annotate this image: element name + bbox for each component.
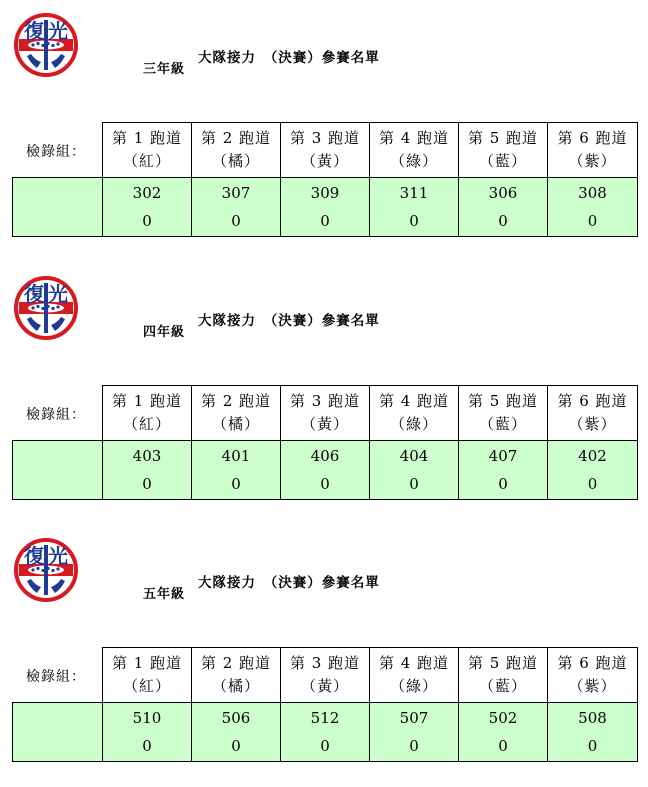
- header-blank-cell: [13, 123, 103, 178]
- score-value: 0: [498, 475, 508, 493]
- svg-text:光: 光: [48, 19, 68, 43]
- lane-entry-cell: [548, 441, 638, 500]
- grade-label: 四年級: [143, 325, 186, 340]
- score-value: 0: [587, 212, 598, 230]
- lane-color: （藍）: [478, 415, 527, 433]
- lane-header-row: [13, 648, 638, 703]
- team-number: 507: [399, 709, 429, 727]
- team-number: 308: [578, 184, 607, 202]
- lane-entry-cell: [548, 703, 638, 762]
- score-value: 0: [231, 212, 241, 230]
- lane-color: （紅）: [122, 415, 171, 433]
- team-number: 502: [488, 709, 518, 727]
- lane-entry-cell: [103, 178, 192, 237]
- lane-color: （紅）: [122, 152, 171, 170]
- grade-label: 三年級: [143, 62, 186, 77]
- team-number: 406: [310, 447, 340, 465]
- score-value: 0: [320, 475, 330, 493]
- svg-text:光: 光: [48, 544, 68, 568]
- page-title: 大隊接力 （決賽）參賽名單: [198, 575, 380, 591]
- score-value: 0: [142, 475, 152, 493]
- entry-blank-cell: [13, 441, 103, 500]
- section-grade-3: [0, 0, 648, 262]
- team-number: 401: [221, 447, 251, 465]
- lane-entry-cell: [370, 178, 459, 237]
- lane-color: （黃）: [300, 152, 349, 170]
- team-number: 512: [310, 709, 340, 727]
- svg-text:復: 復: [24, 282, 44, 306]
- lane-color: （紫）: [568, 677, 617, 695]
- lane-color: （橘）: [211, 152, 260, 170]
- lane-entry-cell: [370, 703, 459, 762]
- lane-color: （黃）: [300, 677, 349, 695]
- score-value: 0: [231, 475, 241, 493]
- lane-name: 第 5 跑道: [467, 129, 539, 147]
- team-number: 403: [132, 447, 162, 465]
- lane-name: 第 2 跑道: [200, 654, 272, 672]
- lane-name: 第 3 跑道: [289, 129, 361, 147]
- lane-name: 第 3 跑道: [289, 392, 361, 410]
- check-in-label: 檢錄組：: [26, 407, 86, 423]
- lane-entry-cell: [281, 703, 370, 762]
- lane-entry-cell: [548, 178, 638, 237]
- lane-name: 第 2 跑道: [200, 129, 272, 147]
- team-number: 407: [488, 447, 518, 465]
- lane-color: （綠）: [389, 152, 438, 170]
- lane-table: [12, 122, 638, 237]
- score-value: 0: [409, 737, 419, 755]
- score-value: 0: [320, 212, 330, 230]
- lane-color: （綠）: [389, 677, 438, 695]
- lane-name: 第 1 跑道: [111, 129, 183, 147]
- lane-entry-cell: [370, 441, 459, 500]
- lane-name: 第 6 跑道: [557, 392, 628, 410]
- lane-name: 第 2 跑道: [200, 392, 272, 410]
- lane-entry-cell: [281, 178, 370, 237]
- lane-color: （藍）: [478, 677, 527, 695]
- header-blank-cell: [13, 386, 103, 441]
- lane-name: 第 4 跑道: [378, 392, 450, 410]
- svg-text:光: 光: [48, 282, 68, 306]
- page-title: 大隊接力 （決賽）參賽名單: [198, 50, 380, 66]
- lane-name: 第 5 跑道: [467, 392, 539, 410]
- team-number: 302: [132, 184, 162, 202]
- lane-entry-cell: [281, 441, 370, 500]
- score-value: 0: [142, 212, 152, 230]
- lane-header-cell: [281, 648, 370, 703]
- header-blank-cell: [13, 648, 103, 703]
- lane-entry-cell: [459, 703, 548, 762]
- page-title: 大隊接力 （決賽）參賽名單: [198, 313, 380, 329]
- score-value: 0: [231, 737, 241, 755]
- section-grade-5: [0, 525, 648, 787]
- lane-header-row: [13, 386, 638, 441]
- score-value: 0: [498, 212, 508, 230]
- lane-name: 第 1 跑道: [111, 654, 183, 672]
- lane-entry-row: [13, 178, 638, 237]
- score-value: 0: [587, 737, 598, 755]
- lane-color: （紅）: [122, 677, 171, 695]
- section-grade-4: [0, 263, 648, 525]
- lane-header-cell: [548, 648, 638, 703]
- entry-blank-cell: [13, 703, 103, 762]
- team-number: 311: [399, 184, 429, 202]
- lane-color: （黃）: [300, 415, 349, 433]
- team-number: 510: [132, 709, 162, 727]
- lane-name: 第 4 跑道: [378, 654, 450, 672]
- grade-label: 五年級: [143, 587, 186, 602]
- lane-entry-cell: [103, 703, 192, 762]
- lane-table: [12, 385, 638, 500]
- lane-entry-cell: [459, 441, 548, 500]
- lane-table: [12, 647, 638, 762]
- lane-color: （綠）: [389, 415, 438, 433]
- lane-entry-cell: [192, 441, 281, 500]
- lane-header-cell: [103, 386, 192, 441]
- team-number: 404: [399, 447, 429, 465]
- lane-header-cell: [548, 123, 638, 178]
- team-number: 506: [221, 709, 251, 727]
- lane-entry-row: [13, 703, 638, 762]
- lane-header-cell: [370, 386, 459, 441]
- score-value: 0: [320, 737, 330, 755]
- team-number: 402: [578, 447, 607, 465]
- lane-header-cell: [103, 648, 192, 703]
- lane-entry-cell: [459, 178, 548, 237]
- lane-header-cell: [459, 386, 548, 441]
- lane-entry-cell: [192, 703, 281, 762]
- lane-header-cell: [459, 123, 548, 178]
- lane-color: （紫）: [568, 415, 617, 433]
- lane-name: 第 3 跑道: [289, 654, 361, 672]
- svg-text:復: 復: [24, 19, 44, 43]
- lane-header-cell: [103, 123, 192, 178]
- school-logo-icon: [13, 275, 79, 341]
- score-value: 0: [409, 475, 419, 493]
- team-number: 309: [310, 184, 340, 202]
- lane-header-cell: [281, 123, 370, 178]
- check-in-label: 檢錄組：: [26, 144, 86, 160]
- lane-name: 第 6 跑道: [557, 129, 628, 147]
- school-logo-icon: [13, 537, 79, 603]
- lane-entry-cell: [103, 441, 192, 500]
- lane-header-cell: [370, 648, 459, 703]
- lane-color: （紫）: [568, 152, 617, 170]
- school-logo-icon: [13, 12, 79, 78]
- lane-header-cell: [192, 386, 281, 441]
- lane-header-cell: [281, 386, 370, 441]
- lane-header-row: [13, 123, 638, 178]
- lane-entry-row: [13, 441, 638, 500]
- svg-text:復: 復: [24, 544, 44, 568]
- lane-name: 第 1 跑道: [111, 392, 183, 410]
- lane-color: （橘）: [211, 677, 260, 695]
- lane-color: （橘）: [211, 415, 260, 433]
- lane-header-cell: [192, 648, 281, 703]
- lane-color: （藍）: [478, 152, 527, 170]
- lane-name: 第 5 跑道: [467, 654, 539, 672]
- lane-header-cell: [548, 386, 638, 441]
- lane-name: 第 4 跑道: [378, 129, 450, 147]
- check-in-label: 檢錄組：: [26, 669, 86, 685]
- score-value: 0: [498, 737, 508, 755]
- lane-header-cell: [192, 123, 281, 178]
- score-value: 0: [587, 475, 598, 493]
- entry-blank-cell: [13, 178, 103, 237]
- lane-entry-cell: [192, 178, 281, 237]
- lane-name: 第 6 跑道: [557, 654, 628, 672]
- team-number: 508: [578, 709, 607, 727]
- score-value: 0: [142, 737, 152, 755]
- score-value: 0: [409, 212, 419, 230]
- lane-header-cell: [459, 648, 548, 703]
- team-number: 306: [488, 184, 518, 202]
- team-number: 307: [221, 184, 251, 202]
- lane-header-cell: [370, 123, 459, 178]
